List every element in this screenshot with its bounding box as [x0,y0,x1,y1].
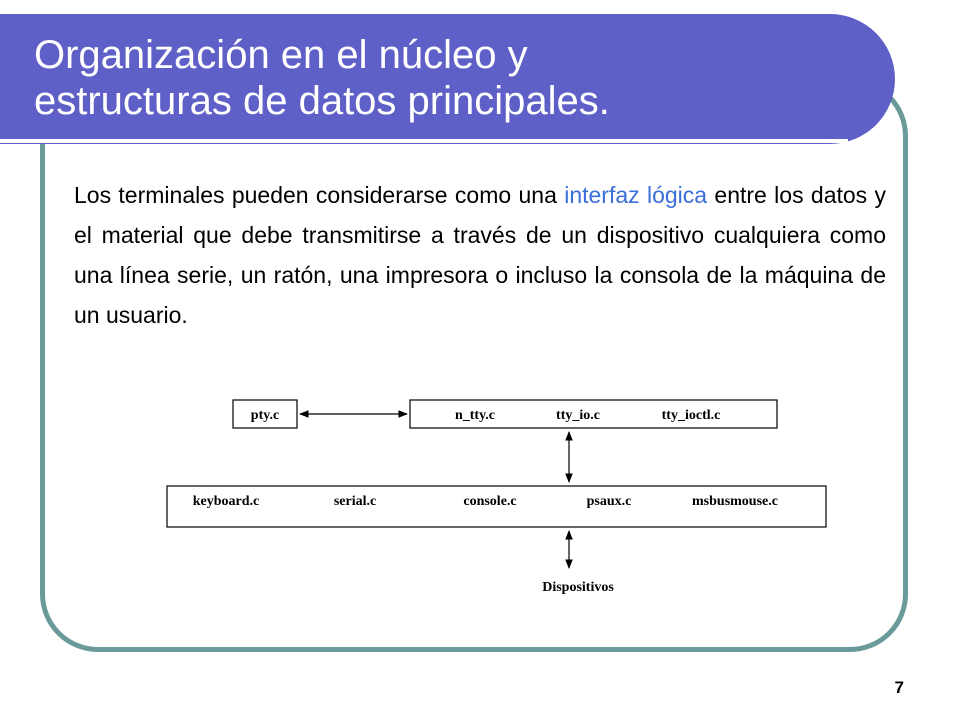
driver-file-label: console.c [463,494,517,509]
tty-file-label: tty_io.c [556,408,600,423]
highlighted-term: interfaz lógica [564,182,708,208]
driver-file-label: keyboard.c [192,494,260,509]
driver-file-label: psaux.c [586,494,632,509]
tty-file-label: n_tty.c [454,408,496,423]
tty-file-label: tty_ioctl.c [661,408,721,423]
page-number: 7 [894,678,904,697]
paragraph-text-end: entre los datos y el material que debe transmitirse a través de un dispositivo cualquiera como una línea serie, un ratón, una impresora o incluso la consola de la máquina de un usuario. [74,182,886,328]
driver-file-label: msbusmouse.c [692,494,778,509]
devices-label: Dispositivos [542,580,614,595]
slide-title: Organización en el núcleo y estructuras de datos principales. [34,33,610,123]
pty-label: pty.c [250,408,280,423]
paragraph-text-start: Los terminales pueden considerarse como una [74,182,565,208]
driver-file-label: serial.c [333,494,377,509]
